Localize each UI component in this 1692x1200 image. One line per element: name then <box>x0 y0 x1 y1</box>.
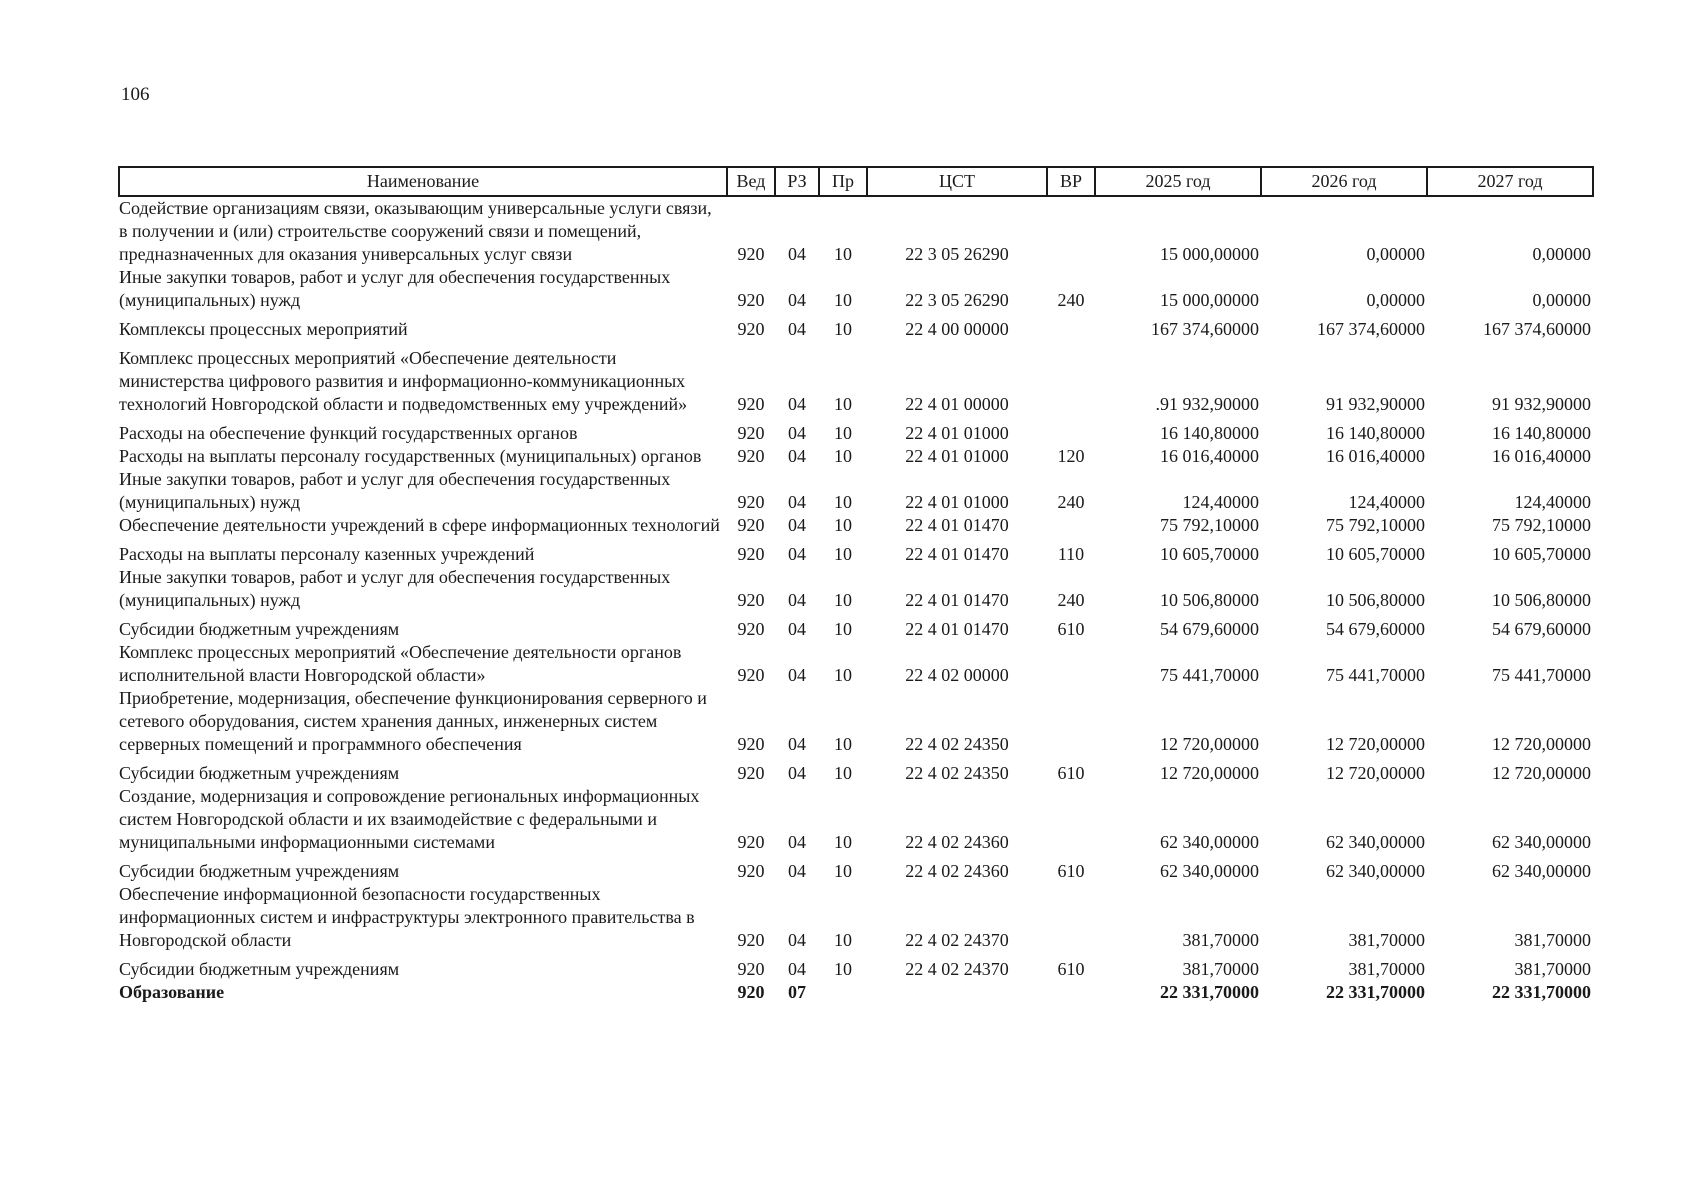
cell-vr: 110 <box>1057 544 1085 564</box>
cell-2027: 54 679,60000 <box>1492 619 1591 639</box>
cell-ved: 920 <box>737 763 765 783</box>
cell-rz: 04 <box>788 446 806 466</box>
cell-2027: 91 932,90000 <box>1492 394 1591 414</box>
cell-name: Субсидии бюджетным учреждениям <box>119 619 400 639</box>
cell-2025: .91 932,90000 <box>1155 394 1259 414</box>
cell-name: Содействие организациям связи, оказывающим универсальные услуги связи, в получении и (или) строительстве сооружений связи и помещений, предназначенных для оказания универсальных услуг связи <box>119 198 712 264</box>
cell-vr <box>1047 416 1095 445</box>
cell-pr: 10 <box>834 446 852 466</box>
table-row <box>119 612 1593 641</box>
cell-2026: 12 720,00000 <box>1326 763 1425 783</box>
cell-cst: 22 3 05 26290 <box>905 290 1009 310</box>
cell-pr: 10 <box>834 861 852 881</box>
cell-rz: 04 <box>788 319 806 339</box>
cell-2027: 10 605,70000 <box>1492 544 1591 564</box>
cell-2025: 12 720,00000 <box>1160 763 1259 783</box>
cell-name: Иные закупки товаров, работ и услуг для обеспечения государственных (муниципальных) нужд <box>119 469 671 512</box>
cell-vr: 610 <box>1057 619 1085 639</box>
cell-cst: 22 4 02 24360 <box>905 861 1009 881</box>
cell-2025: 62 340,00000 <box>1160 861 1259 881</box>
cell-pr: 10 <box>834 832 852 852</box>
page-number: 106 <box>121 84 150 105</box>
cell-pr: 10 <box>834 394 852 414</box>
cell-2025: 75 441,70000 <box>1160 665 1259 685</box>
cell-ved: 920 <box>737 959 765 979</box>
cell-name: Расходы на выплаты персоналу государственных (муниципальных) органов <box>119 446 702 466</box>
table-row <box>119 196 1593 266</box>
cell-2026: 10 605,70000 <box>1326 544 1425 564</box>
cell-rz: 07 <box>788 982 806 1002</box>
cell-ved: 920 <box>737 544 765 564</box>
table-row <box>119 445 1593 468</box>
header-cst: ЦСТ <box>867 167 1047 196</box>
cell-cst: 22 4 02 24350 <box>905 763 1009 783</box>
cell-2027: 12 720,00000 <box>1492 734 1591 754</box>
cell-2025: 10 605,70000 <box>1160 544 1259 564</box>
cell-rz: 04 <box>788 619 806 639</box>
cell-2025: 381,70000 <box>1182 959 1259 979</box>
cell-2025: 12 720,00000 <box>1160 734 1259 754</box>
cell-2025: 22 331,70000 <box>1160 982 1259 1002</box>
cell-2027: 16 016,40000 <box>1492 446 1591 466</box>
table-row <box>119 854 1593 883</box>
cell-rz: 04 <box>788 544 806 564</box>
cell-ved: 920 <box>737 515 765 535</box>
cell-pr: 10 <box>834 959 852 979</box>
cell-rz: 04 <box>788 515 806 535</box>
cell-cst: 22 4 02 24350 <box>905 734 1009 754</box>
cell-name: Субсидии бюджетным учреждениям <box>119 959 400 979</box>
cell-ved: 920 <box>737 423 765 443</box>
cell-ved: 920 <box>737 665 765 685</box>
table-row <box>119 952 1593 981</box>
cell-2027: 16 140,80000 <box>1492 423 1591 443</box>
table-row <box>119 566 1593 612</box>
cell-cst <box>867 981 1047 1004</box>
cell-vr <box>1047 312 1095 341</box>
cell-vr <box>1047 883 1095 952</box>
cell-2026: 22 331,70000 <box>1326 982 1425 1002</box>
cell-2027: 381,70000 <box>1514 959 1591 979</box>
cell-2026: 54 679,60000 <box>1326 619 1425 639</box>
cell-2026: 16 140,80000 <box>1326 423 1425 443</box>
cell-2026: 75 792,10000 <box>1326 515 1425 535</box>
cell-name: Расходы на обеспечение функций государственных органов <box>119 423 578 443</box>
cell-vr: 240 <box>1057 590 1085 610</box>
cell-name: Образование <box>119 982 225 1002</box>
cell-2026: 0,00000 <box>1366 290 1425 310</box>
header-2025: 2025 год <box>1095 167 1261 196</box>
cell-rz: 04 <box>788 930 806 950</box>
cell-cst: 22 4 01 01470 <box>905 515 1009 535</box>
cell-2025: 16 140,80000 <box>1160 423 1259 443</box>
table-row <box>119 266 1593 312</box>
cell-pr: 10 <box>834 515 852 535</box>
cell-cst: 22 4 02 24370 <box>905 959 1009 979</box>
cell-rz: 04 <box>788 394 806 414</box>
cell-name: Комплекс процессных мероприятий «Обеспечение деятельности министерства цифрового развития и информационно-коммуникационных технологий Новгородской области и подведомственных ему учреждений» <box>119 348 688 414</box>
cell-2026: 16 016,40000 <box>1326 446 1425 466</box>
table-row <box>119 468 1593 514</box>
cell-pr: 10 <box>834 590 852 610</box>
cell-2027: 75 792,10000 <box>1492 515 1591 535</box>
cell-name: Создание, модернизация и сопровождение региональных информационных систем Новгородской области и их взаимодействие с федеральными и муниципальными информационными системами <box>119 786 700 852</box>
cell-2025: 15 000,00000 <box>1160 244 1259 264</box>
budget-table <box>118 166 1594 1004</box>
header-2027: 2027 год <box>1427 167 1593 196</box>
cell-ved: 920 <box>737 619 765 639</box>
cell-2027: 22 331,70000 <box>1492 982 1591 1002</box>
cell-2026: 62 340,00000 <box>1326 832 1425 852</box>
cell-name: Расходы на выплаты персоналу казенных учреждений <box>119 544 535 564</box>
table-row <box>119 641 1593 687</box>
cell-2027: 10 506,80000 <box>1492 590 1591 610</box>
table-row <box>119 341 1593 416</box>
table-row <box>119 687 1593 756</box>
cell-rz: 04 <box>788 734 806 754</box>
cell-2026: 10 506,80000 <box>1326 590 1425 610</box>
cell-2026: 381,70000 <box>1348 930 1425 950</box>
cell-vr <box>1047 785 1095 854</box>
cell-rz: 04 <box>788 959 806 979</box>
cell-ved: 920 <box>737 290 765 310</box>
cell-ved: 920 <box>737 319 765 339</box>
cell-vr <box>1047 981 1095 1004</box>
cell-cst: 22 4 00 00000 <box>905 319 1009 339</box>
cell-2025: 75 792,10000 <box>1160 515 1259 535</box>
cell-name: Комплексы процессных мероприятий <box>119 319 408 339</box>
cell-vr <box>1047 641 1095 687</box>
cell-cst: 22 4 01 00000 <box>905 394 1009 414</box>
cell-vr: 240 <box>1057 492 1085 512</box>
cell-2025: 16 016,40000 <box>1160 446 1259 466</box>
cell-cst: 22 4 02 24360 <box>905 832 1009 852</box>
cell-pr: 10 <box>834 619 852 639</box>
cell-ved: 920 <box>737 861 765 881</box>
header-pr: Пр <box>819 167 867 196</box>
cell-ved: 920 <box>737 492 765 512</box>
cell-name: Иные закупки товаров, работ и услуг для обеспечения государственных (муниципальных) нужд <box>119 267 671 310</box>
header-row <box>119 167 1593 196</box>
cell-cst: 22 4 01 01000 <box>905 492 1009 512</box>
cell-2027: 75 441,70000 <box>1492 665 1591 685</box>
cell-cst: 22 4 01 01000 <box>905 423 1009 443</box>
cell-cst: 22 4 02 24370 <box>905 930 1009 950</box>
cell-rz: 04 <box>788 244 806 264</box>
cell-name: Субсидии бюджетным учреждениям <box>119 861 400 881</box>
header-ved: Вед <box>727 167 775 196</box>
cell-rz: 04 <box>788 590 806 610</box>
cell-pr: 10 <box>834 734 852 754</box>
cell-2027: 381,70000 <box>1514 930 1591 950</box>
table-row <box>119 756 1593 785</box>
cell-ved: 920 <box>737 394 765 414</box>
cell-pr: 10 <box>834 763 852 783</box>
cell-name: Обеспечение информационной безопасности государственных информационных систем и инфраструктуры электронного правительства в Новгородской области <box>119 884 695 950</box>
cell-cst: 22 4 01 01000 <box>905 446 1009 466</box>
cell-name: Иные закупки товаров, работ и услуг для обеспечения государственных (муниципальных) нужд <box>119 567 671 610</box>
table-row <box>119 981 1593 1004</box>
cell-rz: 04 <box>788 290 806 310</box>
header-2026: 2026 год <box>1261 167 1427 196</box>
cell-vr: 120 <box>1057 446 1085 466</box>
cell-name: Комплекс процессных мероприятий «Обеспечение деятельности органов исполнительной власти Новгородской области» <box>119 642 682 685</box>
cell-2026: 62 340,00000 <box>1326 861 1425 881</box>
cell-vr <box>1047 687 1095 756</box>
cell-ved: 920 <box>737 832 765 852</box>
cell-rz: 04 <box>788 423 806 443</box>
cell-vr: 610 <box>1057 861 1085 881</box>
cell-ved: 920 <box>737 734 765 754</box>
cell-rz: 04 <box>788 861 806 881</box>
cell-pr: 10 <box>834 930 852 950</box>
cell-cst: 22 3 05 26290 <box>905 244 1009 264</box>
header-vr: ВР <box>1047 167 1095 196</box>
cell-vr: 610 <box>1057 763 1085 783</box>
cell-2026: 124,40000 <box>1348 492 1425 512</box>
cell-cst: 22 4 02 00000 <box>905 665 1009 685</box>
cell-2026: 0,00000 <box>1366 244 1425 264</box>
table-row <box>119 514 1593 537</box>
header-name: Наименование <box>119 167 727 196</box>
cell-2027: 167 374,60000 <box>1483 319 1591 339</box>
cell-vr <box>1047 196 1095 266</box>
cell-name: Приобретение, модернизация, обеспечение функционирования серверного и сетевого оборудования, систем хранения данных, инженерных систем серверных помещений и программного обеспечения <box>119 688 707 754</box>
cell-2025: 15 000,00000 <box>1160 290 1259 310</box>
cell-2026: 12 720,00000 <box>1326 734 1425 754</box>
cell-2026: 381,70000 <box>1348 959 1425 979</box>
cell-2026: 167 374,60000 <box>1317 319 1425 339</box>
header-rz: РЗ <box>775 167 819 196</box>
cell-2026: 75 441,70000 <box>1326 665 1425 685</box>
cell-rz: 04 <box>788 665 806 685</box>
cell-name: Обеспечение деятельности учреждений в сфере информационных технологий <box>119 515 720 535</box>
cell-pr: 10 <box>834 290 852 310</box>
cell-pr: 10 <box>834 544 852 564</box>
cell-rz: 04 <box>788 492 806 512</box>
cell-vr <box>1047 514 1095 537</box>
cell-2027: 124,40000 <box>1514 492 1591 512</box>
cell-cst: 22 4 01 01470 <box>905 619 1009 639</box>
cell-2025: 124,40000 <box>1182 492 1259 512</box>
cell-2025: 54 679,60000 <box>1160 619 1259 639</box>
cell-cst: 22 4 01 01470 <box>905 590 1009 610</box>
cell-2027: 12 720,00000 <box>1492 763 1591 783</box>
cell-2025: 381,70000 <box>1182 930 1259 950</box>
cell-pr <box>819 981 867 1004</box>
cell-ved: 920 <box>737 446 765 466</box>
cell-pr: 10 <box>834 423 852 443</box>
cell-vr: 610 <box>1057 959 1085 979</box>
cell-2025: 167 374,60000 <box>1151 319 1259 339</box>
cell-ved: 920 <box>737 244 765 264</box>
cell-2025: 62 340,00000 <box>1160 832 1259 852</box>
cell-pr: 10 <box>834 244 852 264</box>
cell-2027: 0,00000 <box>1532 290 1591 310</box>
cell-rz: 04 <box>788 763 806 783</box>
table-row <box>119 785 1593 854</box>
cell-cst: 22 4 01 01470 <box>905 544 1009 564</box>
table-row <box>119 416 1593 445</box>
cell-rz: 04 <box>788 832 806 852</box>
cell-pr: 10 <box>834 492 852 512</box>
cell-ved: 920 <box>737 982 765 1002</box>
cell-2027: 62 340,00000 <box>1492 832 1591 852</box>
cell-pr: 10 <box>834 319 852 339</box>
cell-2027: 0,00000 <box>1532 244 1591 264</box>
cell-vr <box>1047 341 1095 416</box>
cell-vr: 240 <box>1057 290 1085 310</box>
cell-ved: 920 <box>737 930 765 950</box>
table-row <box>119 312 1593 341</box>
cell-pr: 10 <box>834 665 852 685</box>
cell-ved: 920 <box>737 590 765 610</box>
cell-2026: 91 932,90000 <box>1326 394 1425 414</box>
table-row <box>119 883 1593 952</box>
cell-2025: 10 506,80000 <box>1160 590 1259 610</box>
table-row <box>119 537 1593 566</box>
cell-2027: 62 340,00000 <box>1492 861 1591 881</box>
cell-name: Субсидии бюджетным учреждениям <box>119 763 400 783</box>
